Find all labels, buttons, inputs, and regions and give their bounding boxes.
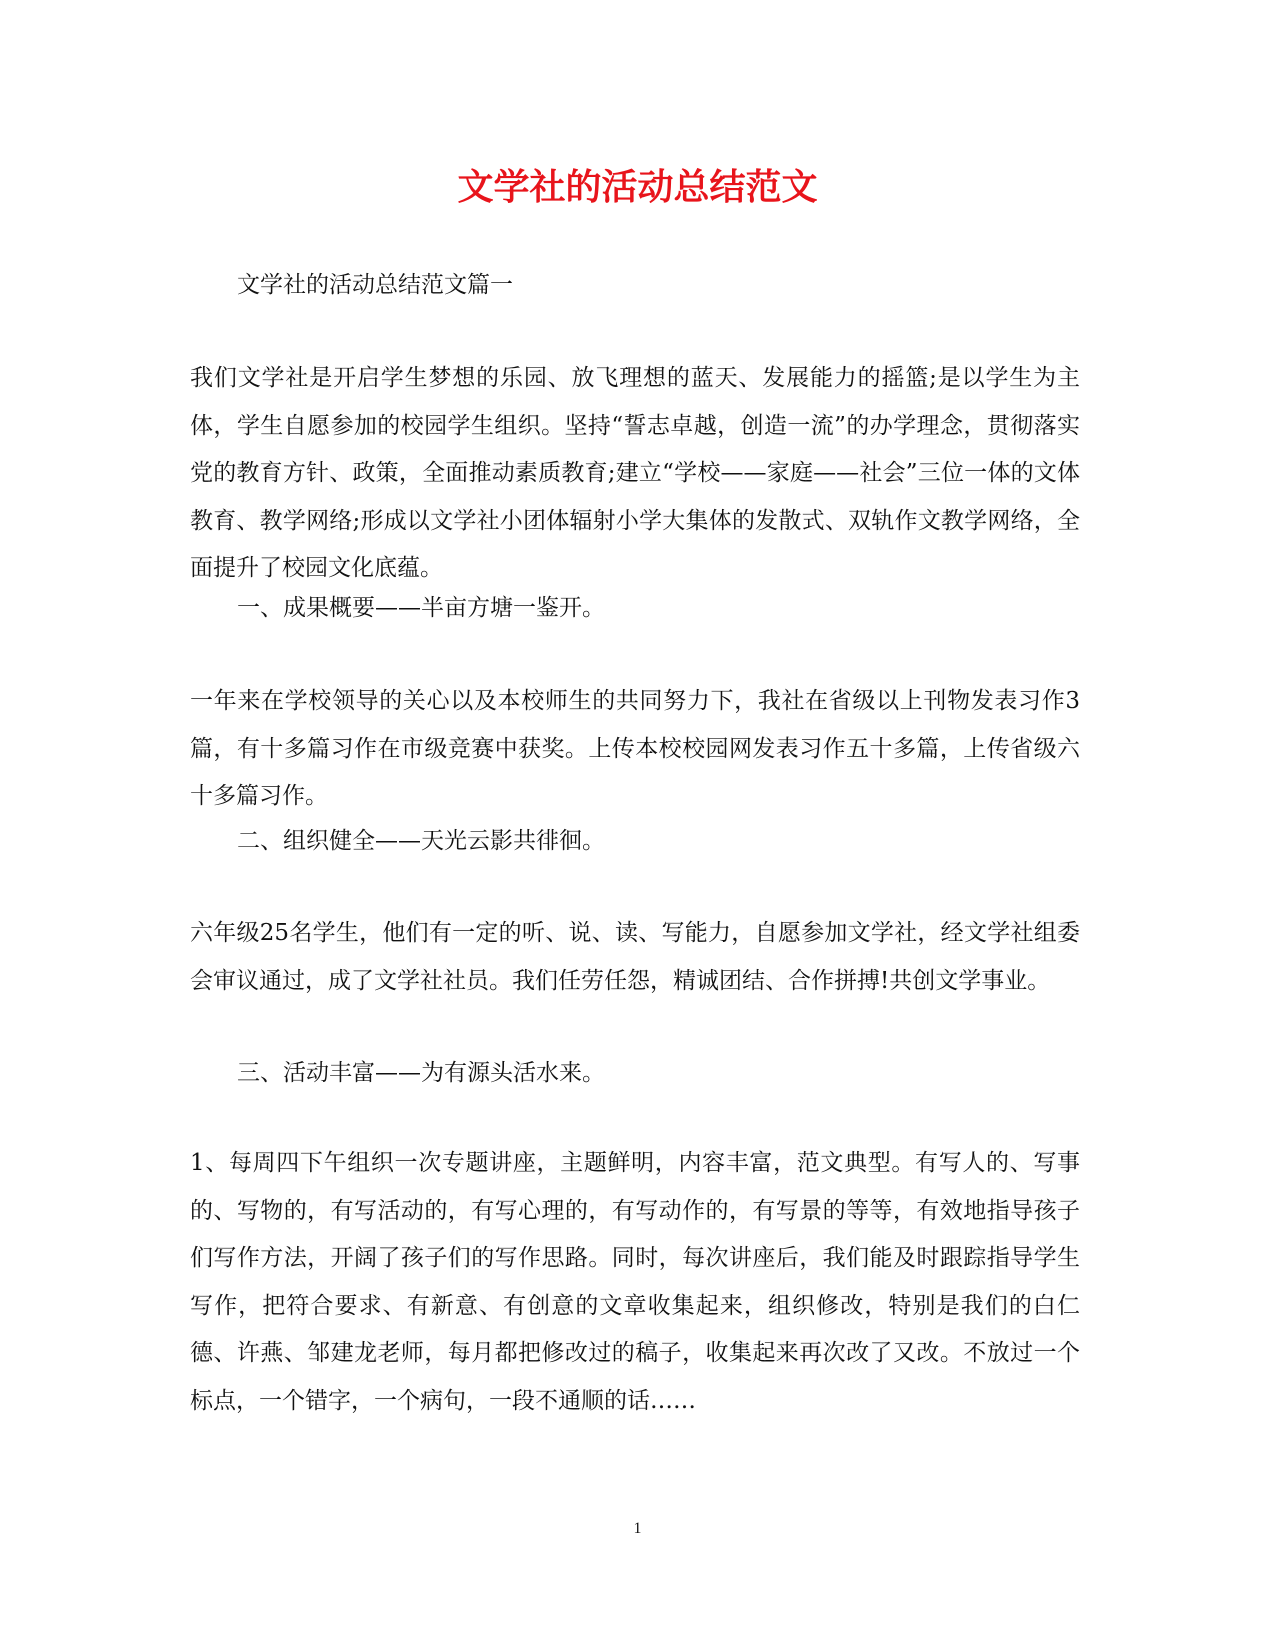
paragraph-organization: 六年级25名学生，他们有一定的听、说、读、写能力，自愿参加文学社，经文学社组委会审议通过，成了文学社社员。我们任劳任怨，精诚团结、合作拼搏!共创文学事业。 — [190, 920, 1080, 994]
document-title: 文学社的活动总结范文 — [457, 166, 818, 208]
heading-organization: 二、组织健全——天光云影共徘徊。 — [237, 828, 605, 854]
paragraph-achievements: 一年来在学校领导的关心以及本校师生的共同努力下，我社在省级以上刊物发表习作3篇，有十多篇习作在市级竞赛中获奖。上传本校校园网发表习作五十多篇，上传省级六十多篇习作。 — [190, 688, 1080, 809]
heading-achievements: 一、成果概要——半亩方塘一鉴开。 — [237, 595, 605, 621]
section-subtitle: 文学社的活动总结范文篇一 — [237, 272, 513, 298]
paragraph-activities: 1、每周四下午组织一次专题讲座，主题鲜明，内容丰富，范文典型。有写人的、写事的、写物的，有写活动的，有写心理的，有写动作的，有写景的等等，有效地指导孩子们写作方法，开阔了孩子们的写作思路。同时，每次讲座后，我们能及时跟踪指导学生写作，把符合要求、有新意、有创意的文章收集起来，组织修改，特别是我们的白仁德、许燕、邹建龙老师，每月都把修改过的稿子，收集起来再次改了又改。不放过一个标点，一个错字，一个病句，一段不通顺的话…… — [190, 1150, 1080, 1414]
heading-activities: 三、活动丰富——为有源头活水来。 — [237, 1060, 605, 1086]
page-number: 1 — [633, 1520, 642, 1537]
paragraph-intro: 我们文学社是开启学生梦想的乐园、放飞理想的蓝天、发展能力的摇篮;是以学生为主体，学生自愿参加的校园学生组织。坚持“誓志卓越，创造一流”的办学理念，贯彻落实党的教育方针、政策，全面推动素质教育;建立“学校——家庭——社会”三位一体的文体教育、教学网络;形成以文学社小团体辐射小学大集体的发散式、双轨作文教学网络，全面提升了校园文化底蕴。 — [190, 365, 1080, 581]
